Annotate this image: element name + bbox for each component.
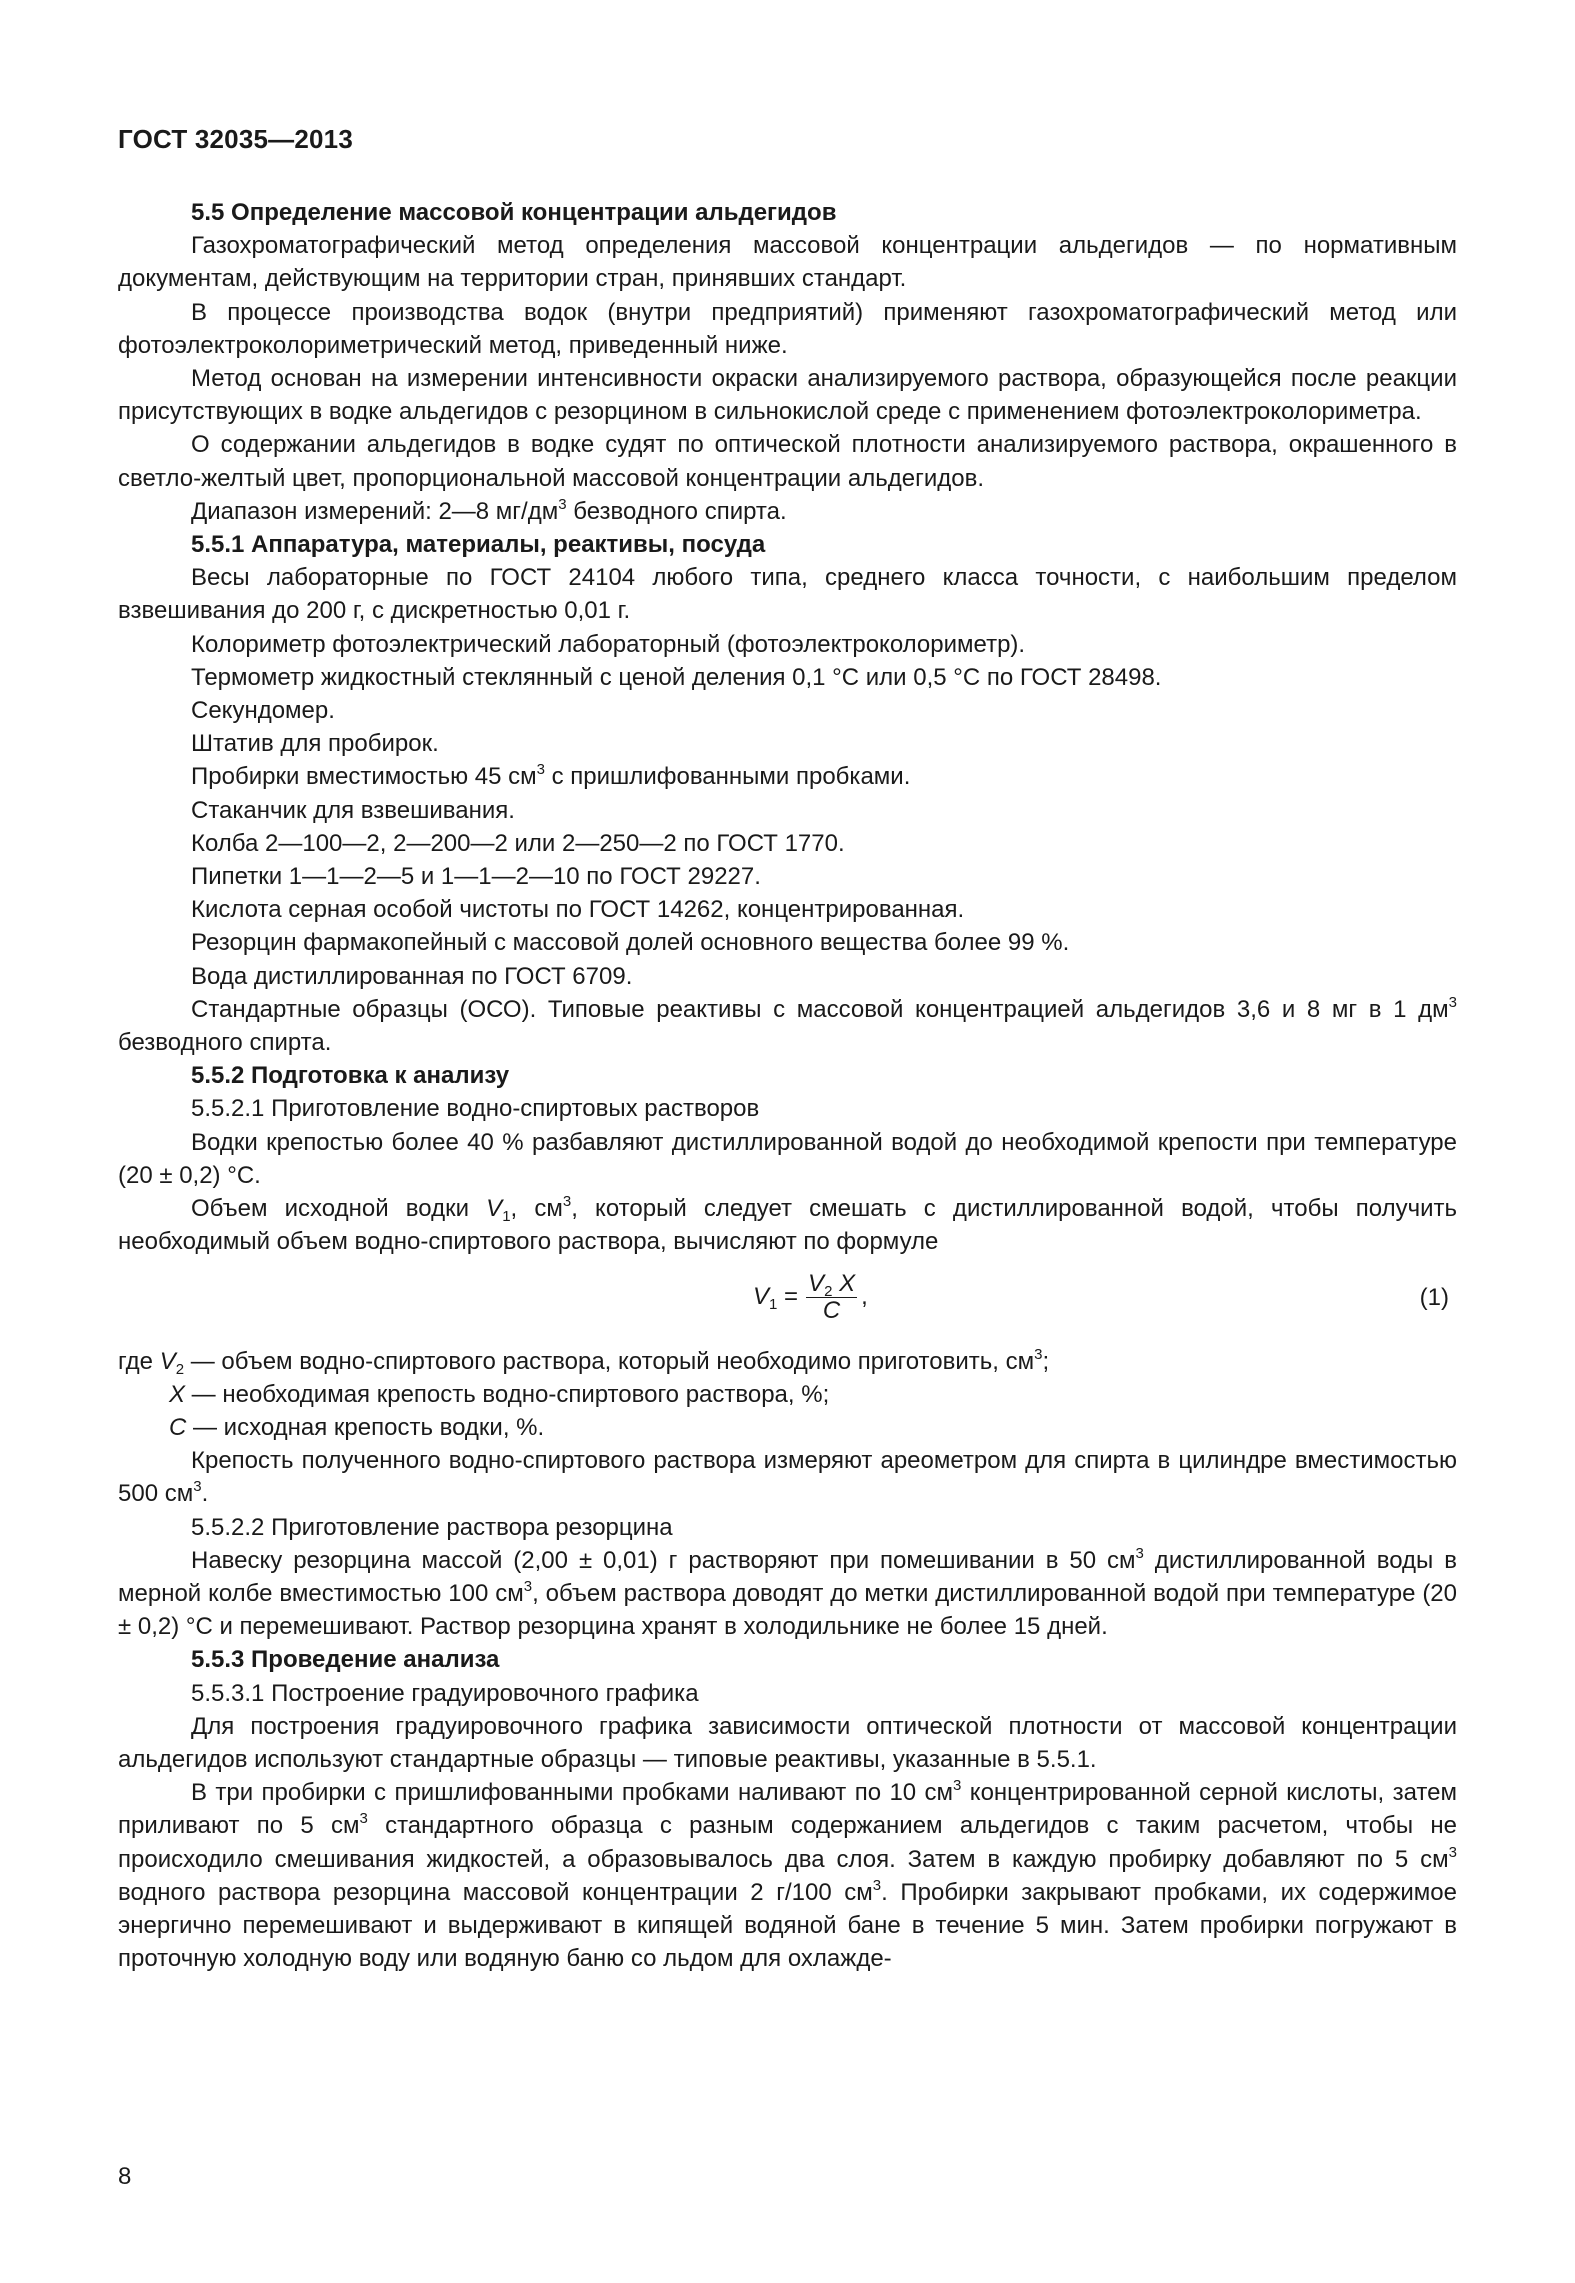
superscript: 3: [193, 1478, 202, 1496]
subscript: 1: [502, 1208, 511, 1226]
text-run: безводного спирта.: [566, 497, 787, 525]
variable: V: [808, 1269, 825, 1297]
equipment-item: Пипетки 1—1—2—5 и 1—1—2—10 по ГОСТ 29227.: [191, 863, 761, 891]
superscript: 3: [558, 495, 567, 513]
equipment-item: Секундомер.: [191, 697, 335, 725]
standard-header: ГОСТ 32035—2013: [118, 124, 353, 154]
equipment-item: Штатив для пробирок.: [191, 730, 439, 758]
section-heading-5-5-2: 5.5.2 Подготовка к анализу: [191, 1062, 510, 1090]
text-run: Стандартные образцы (ОСО). Типовые реактивы с массовой концентрацией альдегидов 3,6 и 8 мг в 1 дм: [191, 995, 1449, 1023]
paragraph: О содержании альдегидов в водке судят по оптической плотности анализируемого раствора, окрашенного в светло-желтый цвет, пропорциональной массовой концентрации альдегидов.: [118, 431, 1457, 492]
text-run: , объем раствора доводят до метки дистиллированной водой при температуре (20 ± 0,2) °С и перемешивают. Раствор резорцина хранят в холодильнике не более 15 дней.: [118, 1579, 1458, 1641]
subscript: 1: [769, 1296, 778, 1314]
superscript: 3: [1135, 1544, 1144, 1562]
subsection-title: 5.5.2.2 Приготовление раствора резорцина: [191, 1513, 673, 1541]
equipment-item: [118, 760, 1457, 793]
text-run: безводного спирта.: [118, 1029, 332, 1057]
text-run: концентрированной серной кислоты, затем приливают по 5 см: [118, 1779, 1457, 1840]
equipment-item: Кислота серная особой чистоты по ГОСТ 14262, концентрированная.: [191, 896, 965, 924]
subsection-title: 5.5.2.1 Приготовление водно-спиртовых растворов: [191, 1095, 760, 1123]
text-run: , см: [510, 1195, 563, 1223]
denominator: [823, 1298, 840, 1324]
paragraph: [118, 1544, 1457, 1644]
superscript: 3: [536, 761, 545, 779]
variable: C: [169, 1413, 187, 1441]
numerator: [806, 1271, 857, 1298]
text-run: ;: [1042, 1347, 1050, 1375]
paragraph-range: [118, 495, 1457, 528]
superscript: 3: [562, 1193, 572, 1211]
variable: C: [822, 1296, 841, 1324]
punctuation: ,: [861, 1283, 868, 1311]
superscript: 3: [1034, 1345, 1043, 1363]
subscript: 2: [824, 1282, 833, 1300]
paragraph: [118, 1192, 1457, 1258]
variable: X: [169, 1380, 186, 1408]
text-run: Пробирки вместимостью 45 см: [191, 763, 537, 791]
equipment-item: Колба 2—100—2, 2—200—2 или 2—250—2 по ГОСТ 1770.: [191, 829, 845, 857]
equals-sign: =: [777, 1283, 799, 1311]
text-run: — исходная крепость водки, %.: [186, 1413, 545, 1441]
text-run: Объем исходной водки: [191, 1195, 487, 1223]
document-body: [118, 196, 1457, 1975]
text-run: Диапазон измерений: 2—8 мг/дм: [191, 497, 559, 525]
superscript: 3: [523, 1577, 533, 1595]
paragraph: Для построения градуировочного графика зависимости оптической плотности от массовой концентрации альдегидов используют стандартные образцы — типовые реактивы, указанные в 5.5.1.: [118, 1712, 1457, 1773]
variable: V: [486, 1195, 503, 1223]
section-heading-5-5-1: 5.5.1 Аппаратура, материалы, реактивы, посуда: [191, 531, 766, 559]
paragraph: [118, 1776, 1457, 1975]
paragraph: В процессе производства водок (внутри предприятий) применяют газохроматографический метод или фотоэлектроколориметрический метод, приведенный ниже.: [118, 298, 1457, 359]
variable: V: [753, 1283, 770, 1311]
paragraph: Газохроматографический метод определения массовой концентрации альдегидов — по нормативным документам, действующим на территории стран, принявших стандарт.: [118, 232, 1457, 293]
text-run: , который следует смешать с дистиллированной водой, чтобы получить необходимый объем водно-спиртового раствора, вычисляют по формуле: [118, 1195, 1457, 1256]
equipment-item: Термометр жидкостный стеклянный с ценой деления 0,1 °С или 0,5 °С по ГОСТ 28498.: [191, 663, 1162, 691]
variable-definitions: [118, 1345, 1457, 1445]
equipment-item: Резорцин фармакопейный с массовой долей основного вещества более 99 %.: [191, 929, 1070, 957]
superscript: 3: [1448, 993, 1457, 1011]
subscript: 2: [175, 1360, 185, 1378]
text-run: Крепость полученного водно-спиртового раствора измеряют ареометром для спирта в цилиндре вместимостью 500 см: [118, 1447, 1457, 1508]
superscript: 3: [1448, 1843, 1457, 1861]
equipment-item: [118, 993, 1457, 1059]
text-run: .: [201, 1480, 209, 1508]
text-run: водного раствора резорцина массовой концентрации 2 г/100 см: [118, 1878, 873, 1906]
fraction: [806, 1271, 857, 1324]
text-run: стандартного образца с разным содержанием альдегидов с таким расчетом, чтобы не происходило смешивания жидкостей, а образовывалось два слоя. Затем в каждую пробирку добавляют по 5 см: [118, 1812, 1457, 1873]
superscript: 3: [872, 1876, 882, 1894]
text-run: В три пробирки с пришлифованными пробками наливают по 10 см: [191, 1779, 954, 1807]
page-number: 8: [118, 2163, 132, 2190]
text-run: . Пробирки закрывают пробками, их содержимое энергично перемешивают и выдерживают в кипящей водяной бане в течение 5 мин. Затем пробирки погружают в проточную холодную воду или водяную баню со льдом для охлажде-: [118, 1878, 1457, 1973]
paragraph: Водки крепостью более 40 % разбавляют дистиллированной водой до необходимой крепости при температуре (20 ± 0,2) °С.: [118, 1128, 1457, 1189]
superscript: 3: [359, 1810, 368, 1828]
equipment-item: Колориметр фотоэлектрический лабораторный (фотоэлектроколориметр).: [191, 630, 1026, 658]
definition-row: [118, 1411, 1457, 1444]
variable: V: [159, 1347, 176, 1375]
formula-lhs: [753, 1280, 798, 1313]
variable: X: [832, 1269, 856, 1297]
text-run: — необходимая крепость водно-спиртового раствора, %;: [185, 1380, 830, 1408]
equipment-item: Весы лабораторные по ГОСТ 24104 любого типа, среднего класса точности, с наибольшим пределом взвешивания до 200 г, с дискретностью 0,01 г.: [118, 564, 1457, 625]
equipment-item: Стаканчик для взвешивания.: [191, 796, 515, 824]
text-run: Навеску резорцина массой (2,00 ± 0,01) г растворяют при помешивании в 50 см: [191, 1546, 1136, 1574]
formula-block: [118, 1259, 1457, 1345]
text-run: с пришлифованными пробками.: [544, 763, 911, 791]
text-run: дистиллированной воды в мерной колбе вместимостью 100 см: [118, 1546, 1457, 1607]
paragraph: [118, 1444, 1457, 1510]
text-run: — объем водно-спиртового раствора, который необходимо приготовить, см: [184, 1347, 1035, 1375]
paragraph: Метод основан на измерении интенсивности окраски анализируемого раствора, образующейся после реакции присутствующих в водке альдегидов с резорцином в сильнокислой среде с применением фотоэлектроколориметра.: [118, 365, 1457, 426]
definition-row: [118, 1345, 1457, 1378]
section-heading-5-5: 5.5 Определение массовой концентрации альдегидов: [191, 199, 837, 226]
definition-row: [118, 1378, 1457, 1411]
formula-number: (1): [1419, 1283, 1449, 1311]
where-label: где: [118, 1347, 154, 1375]
equipment-item: Вода дистиллированная по ГОСТ 6709.: [191, 962, 633, 990]
section-heading-5-5-3: 5.5.3 Проведение анализа: [191, 1646, 500, 1674]
superscript: 3: [953, 1777, 962, 1795]
formula: [753, 1271, 868, 1324]
subsection-title: 5.5.3.1 Построение градуировочного графика: [191, 1679, 699, 1707]
